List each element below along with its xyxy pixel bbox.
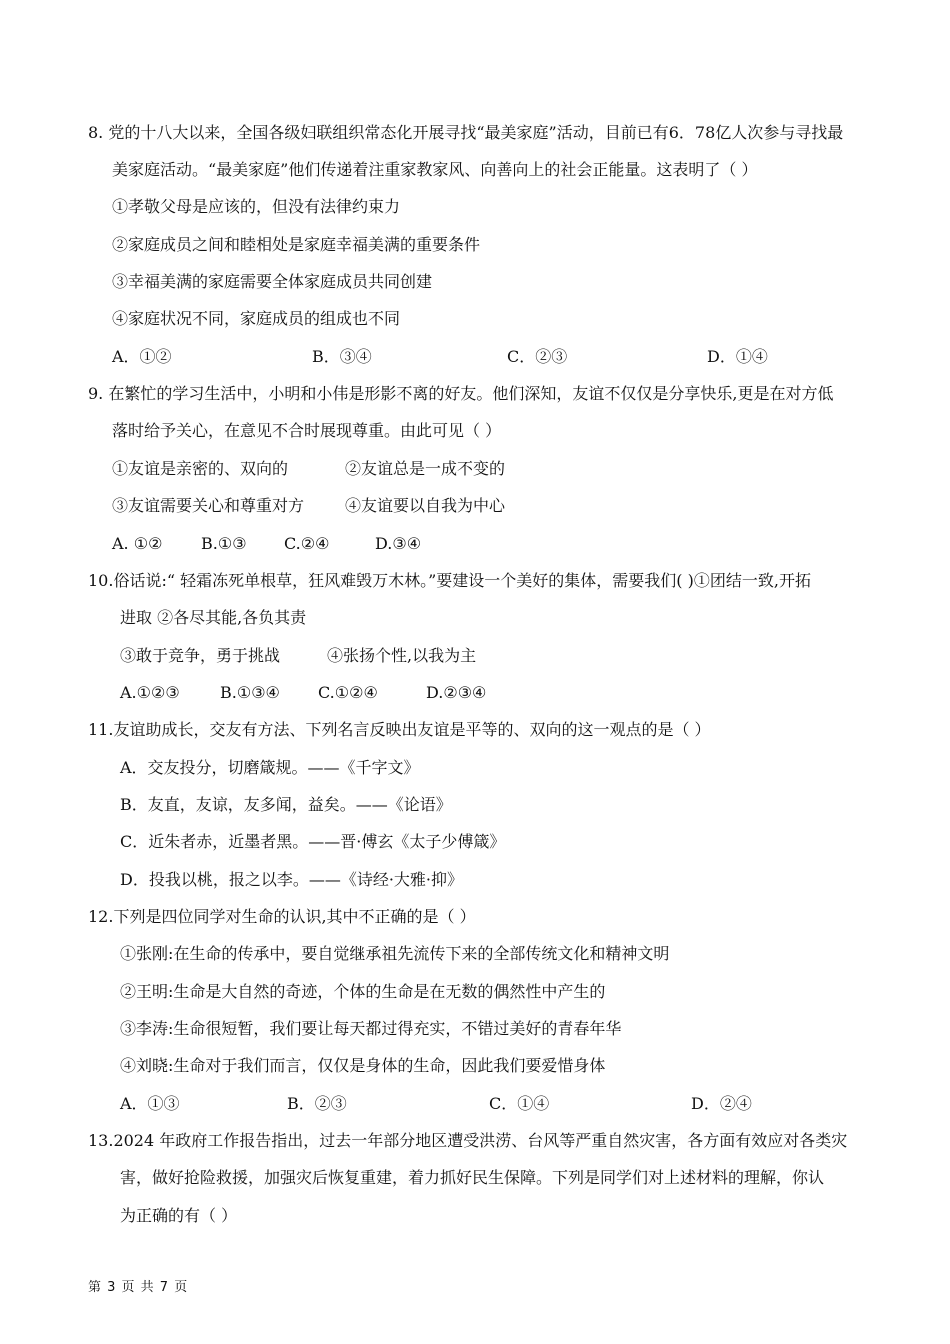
q12-item-3: ③李涛:生命很短暂，我们要让每天都过得充实，不错过美好的青春年华 xyxy=(120,1019,622,1038)
q12-item-4: ④刘晓:生命对于我们而言，仅仅是身体的生命，因此我们要爱惜身体 xyxy=(120,1056,606,1075)
q12-stem: 12.下列是四位同学对生命的认识,其中不正确的是（ ） xyxy=(88,907,476,926)
q13-stem-line-3: 为正确的有（ ） xyxy=(120,1206,238,1225)
page-number: 第 3 页 共 7 页 xyxy=(88,1280,189,1295)
q12-option-c: C．①④ xyxy=(489,1094,550,1113)
q9-stem-line-1: 9. 在繁忙的学习生活中，小明和小伟是形影不离的好友。他们深知，友谊不仅仅是分享快乐,更是在对方低 xyxy=(88,384,834,403)
q8-option-d: D．①④ xyxy=(707,347,768,366)
q8-option-a: A．①② xyxy=(112,347,172,366)
q8-stem-line-2: 美家庭活动。“最美家庭”他们传递着注重家教家风、向善向上的社会正能量。这表明了（ ） xyxy=(112,160,758,179)
q13-stem-line-1: 13.2024 年政府工作报告指出，过去一年部分地区遭受洪涝、台风等严重自然灾害，各方面有效应对各类灾 xyxy=(88,1131,848,1150)
q11-option-c: C．近朱者赤，近墨者黑。——晋·傅玄《太子少傅箴》 xyxy=(120,832,506,851)
q8-item-4: ④家庭状况不同，家庭成员的组成也不同 xyxy=(112,309,401,328)
q8-item-1: ①孝敬父母是应该的，但没有法律约束力 xyxy=(112,197,401,216)
q11-option-b: B．友直，友谅，友多闻，益矣。——《论语》 xyxy=(120,795,452,814)
q9-item-1: ①友谊是亲密的、双向的 xyxy=(112,459,289,478)
q8-stem-line-1: 8. 党的十八大以来，全国各级妇联组织常态化开展寻找“最美家庭”活动，目前已有6．78亿人次参与寻找最 xyxy=(88,123,844,142)
q10-stem-line-1: 10.俗话说:“ 轻霜冻死单根草，狂风难毁万木林。”要建设一个美好的集体，需要我们( )①团结一致,开拓 xyxy=(88,571,811,590)
q10-option-a: A.①②③ xyxy=(120,683,180,702)
q9-option-c: C.②④ xyxy=(284,534,330,553)
q13-stem-line-2: 害，做好抢险救援，加强灾后恢复重建，着力抓好民生保障。下列是同学们对上述材料的理解，你认 xyxy=(120,1168,825,1187)
q9-item-2: ②友谊总是一成不变的 xyxy=(345,459,506,478)
q11-option-a: A．交友投分，切磨箴规。——《千字文》 xyxy=(120,758,420,777)
q10-option-c: C.①②④ xyxy=(318,683,378,702)
q11-option-d: D．投我以桃，报之以李。——《诗经·大雅·抑》 xyxy=(120,870,464,889)
q11-stem: 11.友谊助成长，交友有方法、下列名言反映出友谊是平等的、双向的这一观点的是（ ） xyxy=(88,720,711,739)
q12-option-b: B．②③ xyxy=(287,1094,347,1113)
q8-item-3: ③幸福美满的家庭需要全体家庭成员共同创建 xyxy=(112,272,433,291)
q12-item-2: ②王明:生命是大自然的奇迹，个体的生命是在无数的偶然性中产生的 xyxy=(120,982,606,1001)
q8-option-c: C．②③ xyxy=(507,347,568,366)
q9-stem-line-2: 落时给予关心，在意见不合时展现尊重。由此可见（ ） xyxy=(112,421,502,440)
q8-item-2: ②家庭成员之间和睦相处是家庭幸福美满的重要条件 xyxy=(112,235,481,254)
q9-item-3: ③友谊需要关心和尊重对方 xyxy=(112,496,305,515)
q12-option-d: D．②④ xyxy=(691,1094,752,1113)
q10-item-3: ③敢于竞争，勇于挑战 xyxy=(120,646,281,665)
q8-option-b: B．③④ xyxy=(312,347,372,366)
q9-item-4: ④友谊要以自我为中心 xyxy=(345,496,506,515)
q9-option-d: D.③④ xyxy=(375,534,422,553)
q10-item-4: ④张扬个性,以我为主 xyxy=(327,646,477,665)
q12-item-1: ①张刚:在生命的传承中，要自觉继承祖先流传下来的全部传统文化和精神文明 xyxy=(120,944,670,963)
q12-option-a: A．①③ xyxy=(120,1094,180,1113)
q10-stem-line-2: 进取 ②各尽其能,各负其责 xyxy=(120,608,307,627)
q9-option-b: B.①③ xyxy=(201,534,247,553)
q10-option-b: B.①③④ xyxy=(220,683,280,702)
q9-option-a: A. ①② xyxy=(112,534,163,553)
q10-option-d: D.②③④ xyxy=(426,683,487,702)
